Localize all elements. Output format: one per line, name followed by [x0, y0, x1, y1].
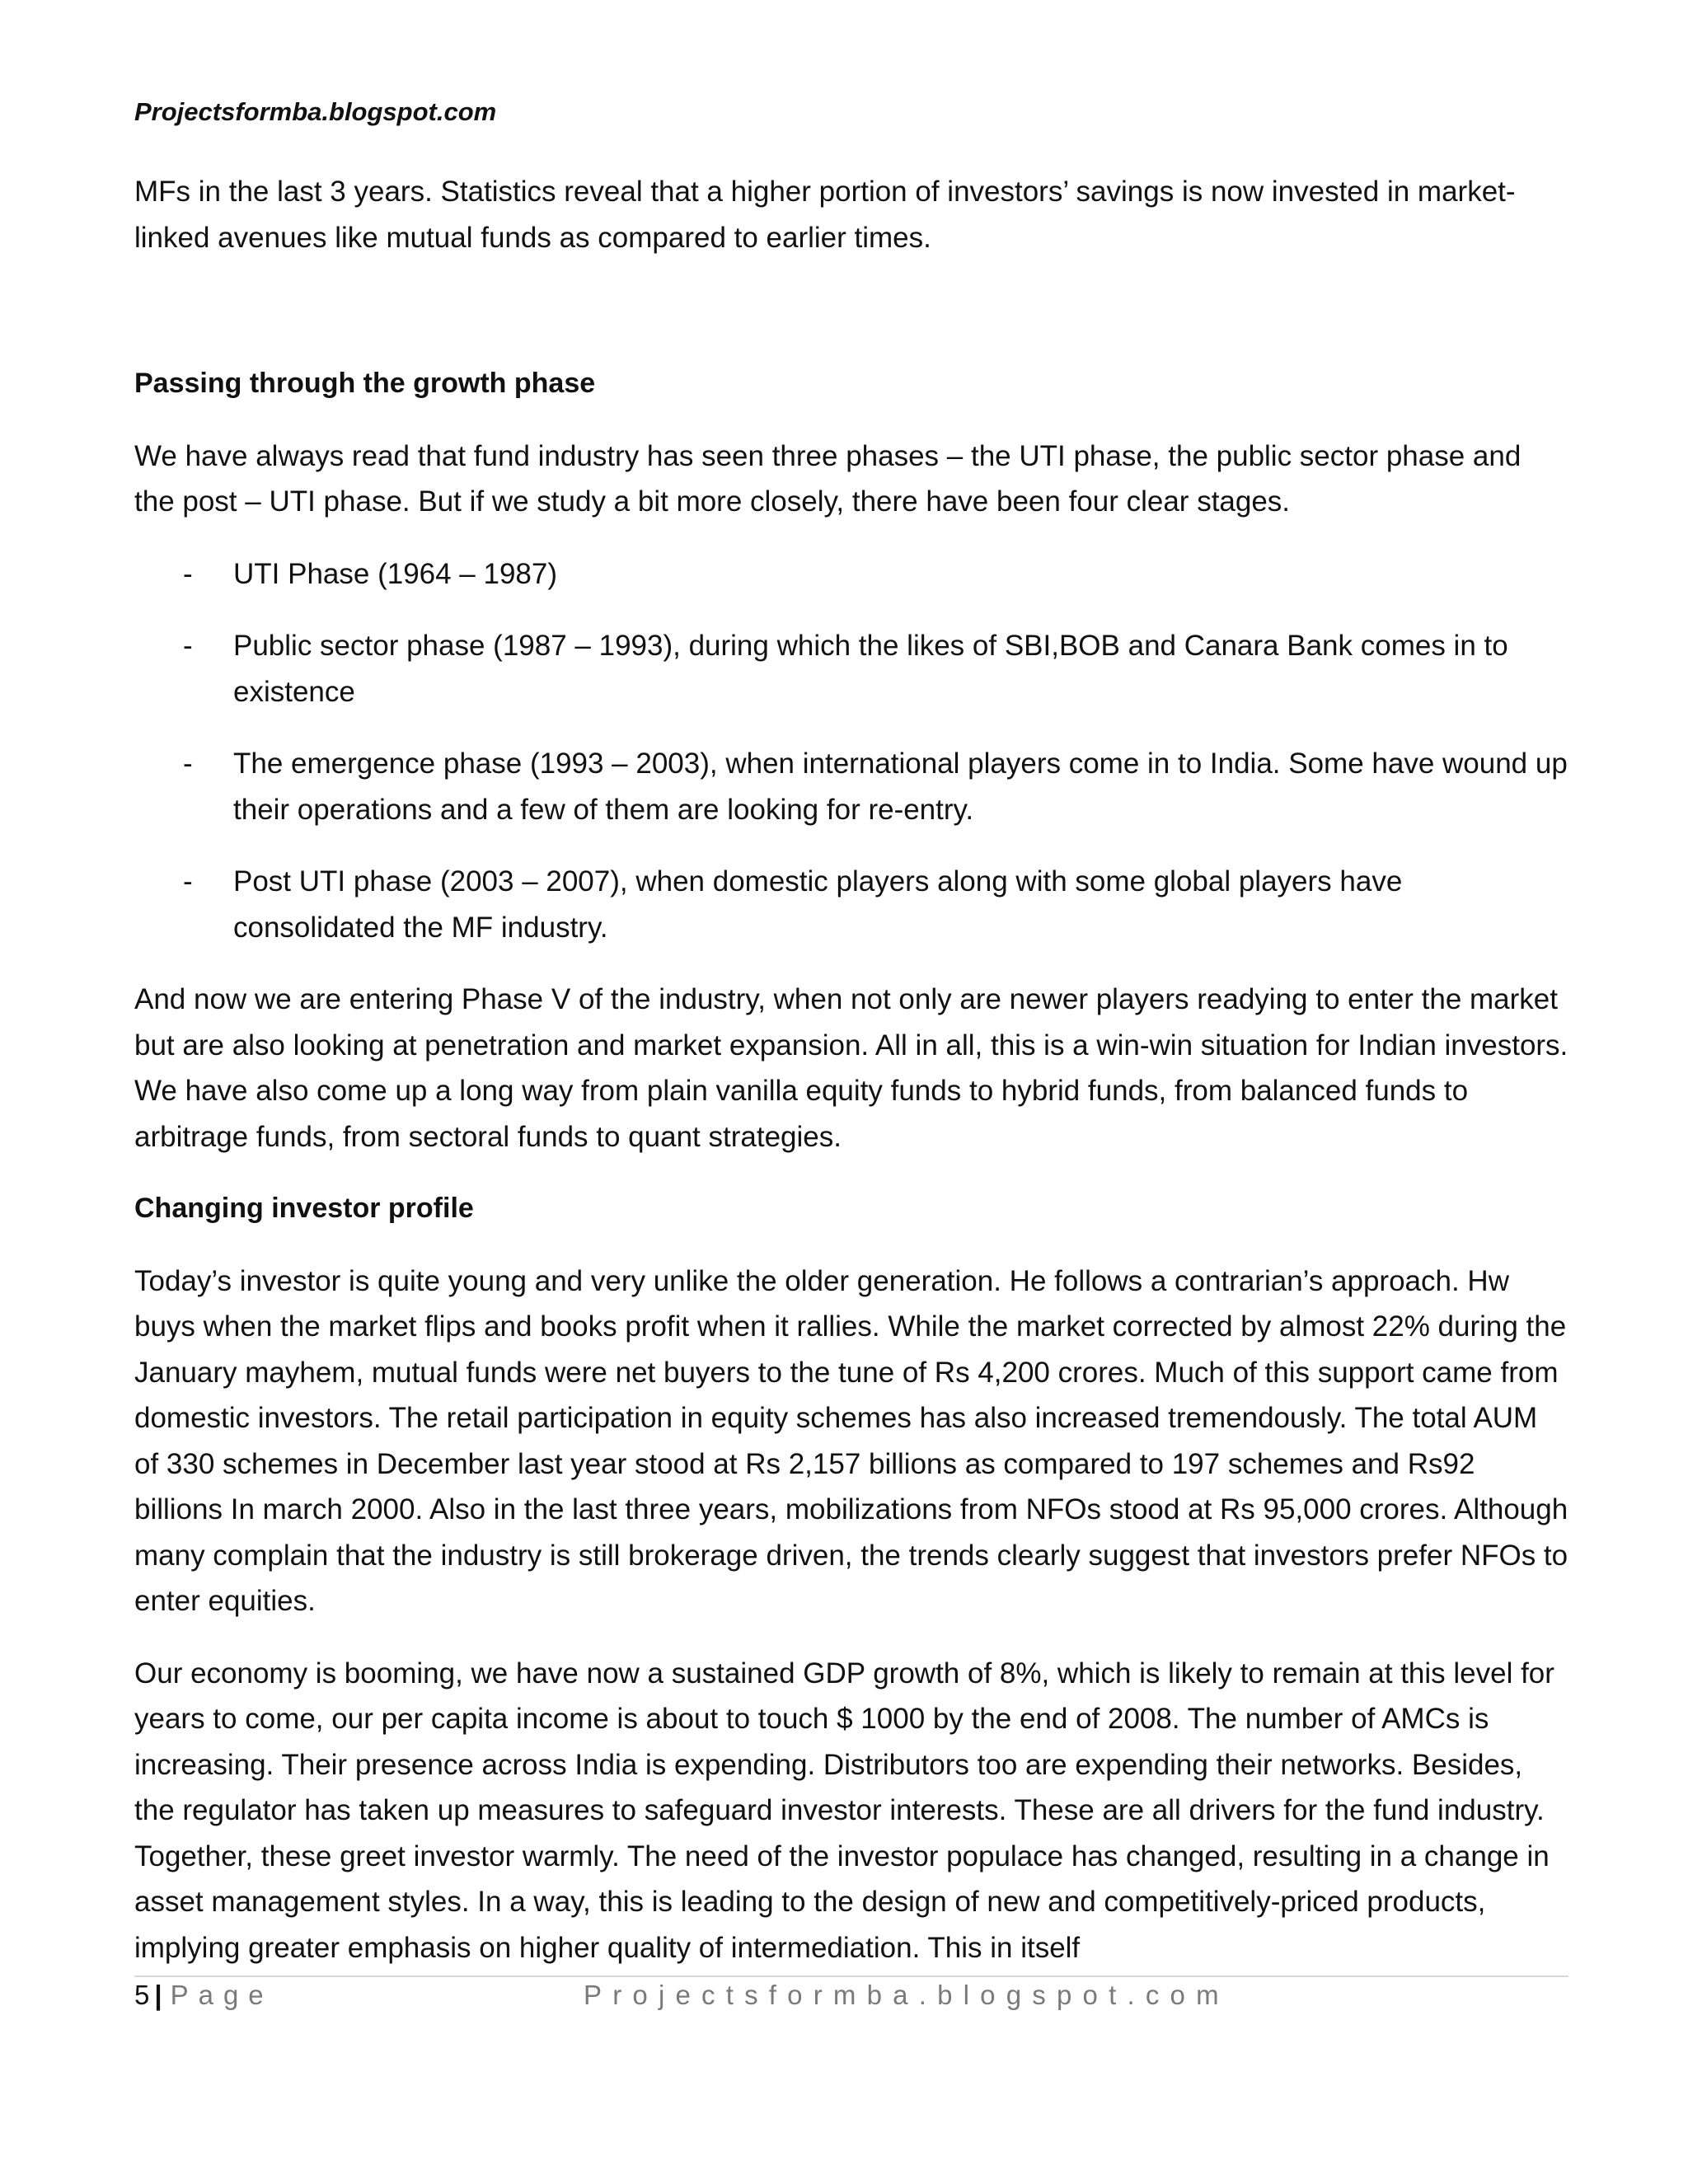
- economy-paragraph: Our economy is booming, we have now a sustained GDP growth of 8%, which is likely to remain at this level for years to come, our per capita income is about to touch $ 1000 by the end of 2008. The number of AMCs is increasing. Their presence across India is expending. Distributors too are expending their networks. Besides, the regulator has taken up measures to safeguard investor interests. These are all drivers for the fund industry. Together, these greet investor warmly. The need of the investor populace has changed, resulting in a change in asset management styles. In a way, this is leading to the design of new and competitively-priced products, implying greater emphasis on higher quality of intermediation. This in itself: [134, 1657, 1554, 1964]
- growth-phase-paragraph: We have always read that fund industry has seen three phases – the UTI phase, the public sector phase and the post – UTI phase. But if we study a bit more closely, there have been four clear stages.: [134, 439, 1522, 518]
- investor-profile-paragraph: Today’s investor is quite young and very unlike the older generation. He follows a contrarian’s approach. Hw buys when the market flips and books profit when it rallies. While the market corrected by almost 22% during the January mayhem, mutual funds were net buyers to the tune of Rs 4,200 crores. Much of this support came from domestic investors. The retail participation in equity schemes has also increased tremendously. The total AUM of 330 schemes in December last year stood at Rs 2,157 billions as compared to 197 schemes and Rs92 billions In march 2000. Also in the last three years, mobilizations from NFOs stood at Rs 95,000 crores. Although many complain that the industry is still brokerage driven, the trends clearly suggest that investors prefer NFOs to enter equities.: [134, 1264, 1568, 1617]
- bullet-dash: -: [183, 630, 193, 662]
- list-item: [134, 859, 1568, 950]
- footer-divider: [134, 1975, 1568, 1977]
- list-item-text: Post UTI phase (2003 – 2007), when domestic players along with some global players have consolidated the MF industry.: [233, 865, 1403, 944]
- list-item-text: Public sector phase (1987 – 1993), during which the likes of SBI,BOB and Canara Bank comes in to existence: [233, 630, 1508, 708]
- document-body: [134, 169, 1568, 1997]
- bullet-dash: -: [183, 865, 193, 898]
- section-heading-investor-profile: Changing investor profile: [134, 1193, 474, 1224]
- page-label: Page: [170, 1980, 274, 2010]
- list-item: [134, 623, 1568, 715]
- section-heading-growth-phase: Passing through the growth phase: [134, 368, 596, 399]
- phases-list: [134, 551, 1568, 951]
- footer-site-name: Projectsformba.blogspot.com: [584, 1980, 1230, 2010]
- bullet-dash: -: [183, 748, 193, 780]
- intro-paragraph: MFs in the last 3 years. Statistics reveal that a higher portion of investors’ savings is now invested in market-linked avenues like mutual funds as compared to earlier times.: [134, 176, 1516, 254]
- list-item: [134, 741, 1568, 832]
- page-footer: [134, 1980, 1568, 2021]
- footer-separator: |: [154, 1980, 162, 2010]
- bullet-dash: -: [183, 557, 193, 590]
- phase-five-paragraph: And now we are entering Phase V of the industry, when not only are newer players readying to enter the market but are also looking at penetration and market expansion. All in all, this is a win-win situation for Indian investors. We have also come up a long way from plain vanilla equity funds to hybrid funds, from balanced funds to arbitrage funds, from sectoral funds to quant strategies.: [134, 983, 1568, 1153]
- header-site-name: Projectsformba.blogspot.com: [134, 97, 497, 126]
- page-number: 5: [134, 1980, 150, 2010]
- list-item-text: The emergence phase (1993 – 2003), when international players come in to India. Some have wound up their operations and a few of them are looking for re-entry.: [233, 748, 1568, 826]
- list-item-text: UTI Phase (1964 – 1987): [233, 557, 558, 590]
- list-item: [134, 551, 1568, 598]
